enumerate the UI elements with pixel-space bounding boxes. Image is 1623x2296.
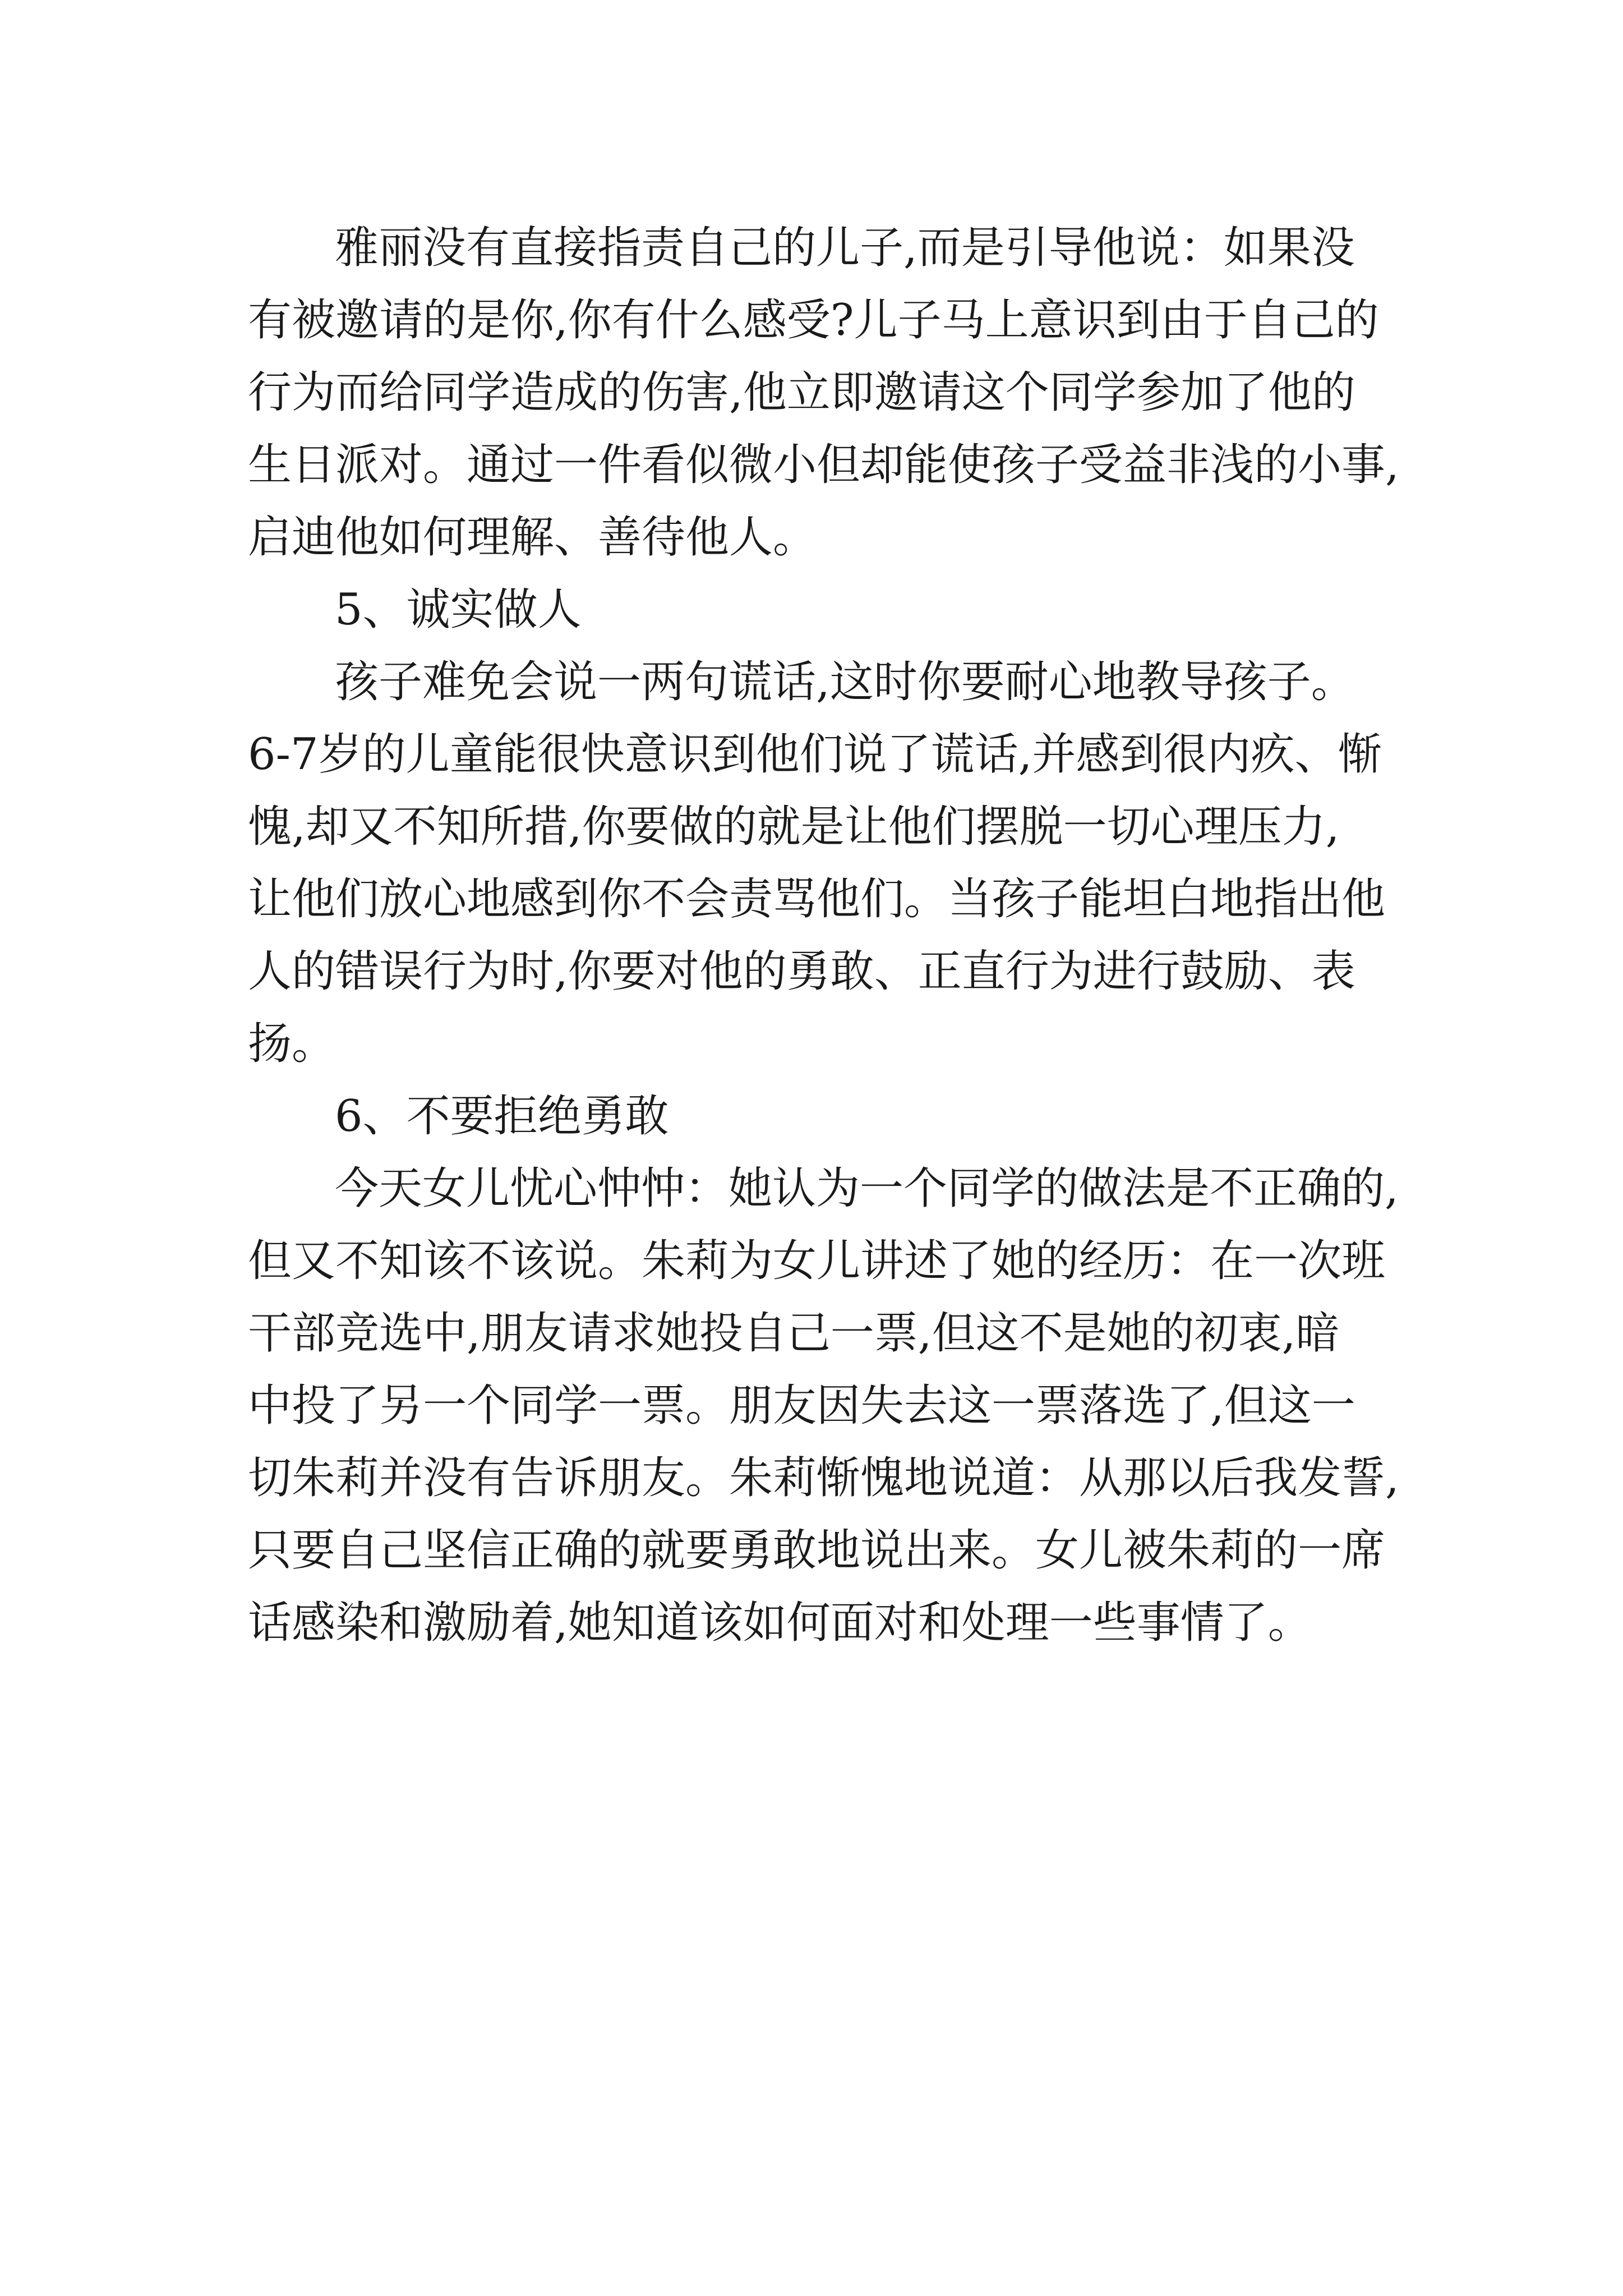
paragraph-3-line-1: 今天女儿忧心忡忡：她认为一个同学的做法是不正确的, (335, 1163, 1399, 1214)
section-heading-6: 6、不要拒绝勇敢 (335, 1091, 669, 1142)
paragraph-3-line-2: 但又不知该不该说。朱莉为女儿讲述了她的经历：在一次班 (248, 1236, 1386, 1286)
paragraph-1-line-4: 生日派对。通过一件看似微小但却能使孩子受益非浅的小事, (248, 440, 1399, 490)
paragraph-2-line-4: 让他们放心地感到你不会责骂他们。当孩子能坦白地指出他 (248, 874, 1386, 924)
paragraph-3-line-7: 话感染和激励着,她知道该如何面对和处理一些事情了。 (248, 1598, 1312, 1648)
paragraph-3-line-4: 中投了另一个同学一票。朋友因失去这一票落选了,但这一 (248, 1381, 1355, 1431)
paragraph-3-line-5: 切朱莉并没有告诉朋友。朱莉惭愧地说道：从那以后我发誓, (248, 1453, 1399, 1503)
paragraph-1-line-3: 行为而给同学造成的伤害,他立即邀请这个同学参加了他的 (248, 367, 1355, 418)
paragraph-1-line-1: 雅丽没有直接指责自己的儿子,而是引导他说：如果没 (335, 223, 1355, 273)
paragraph-2-line-5: 人的错误行为时,你要对他的勇敢、正直行为进行鼓励、表 (248, 946, 1355, 997)
paragraph-1-line-5: 启迪他如何理解、善待他人。 (248, 512, 817, 563)
paragraph-3-line-3: 干部竞选中,朋友请求她投自己一票,但这不是她的初衷,暗 (248, 1308, 1340, 1359)
section-heading-5: 5、诚实做人 (335, 585, 582, 635)
paragraph-2-line-3: 愧,却又不知所措,你要做的就是让他们摆脱一切心理压力, (248, 802, 1340, 852)
paragraph-2-line-6: 扬。 (248, 1019, 336, 1069)
paragraph-1-line-2: 有被邀请的是你,你有什么感受?儿子马上意识到由于自己的 (248, 295, 1379, 346)
paragraph-2-line-2: 6-7岁的儿童能很快意识到他们说了谎话,并感到很内疚、惭 (248, 729, 1382, 780)
paragraph-2-line-1: 孩子难免会说一两句谎话,这时你要耐心地教导孩子。 (335, 657, 1355, 707)
paragraph-3-line-6: 只要自己坚信正确的就要勇敢地说出来。女儿被朱莉的一席 (248, 1525, 1386, 1576)
